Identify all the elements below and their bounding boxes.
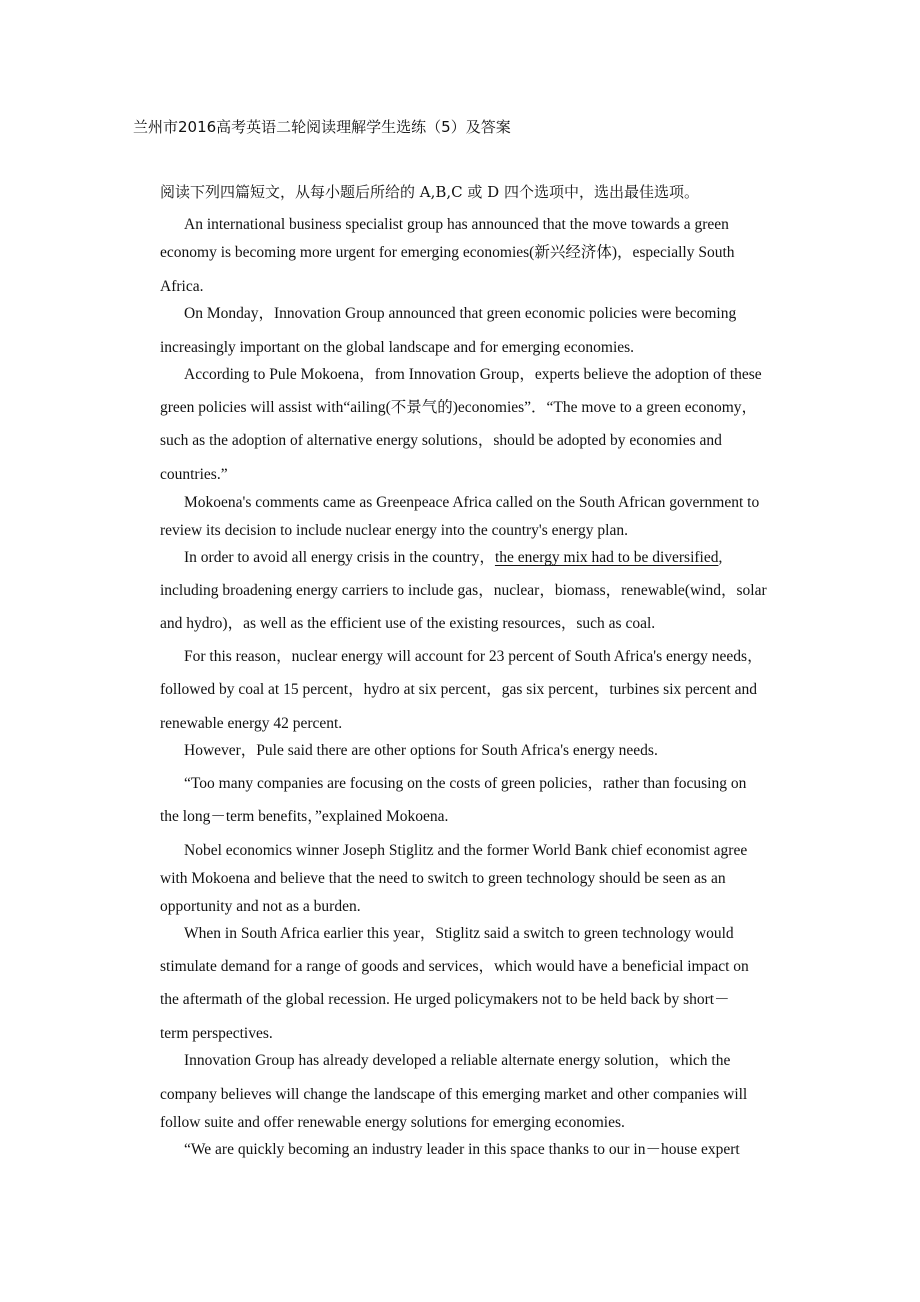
- article-line: stimulate demand for a range of goods and services，which would have a beneficial impact on: [160, 958, 749, 975]
- article-line: company believes will change the landscape of this emerging market and other companies will: [160, 1086, 748, 1103]
- article-line: such as the adoption of alternative energy solutions，should be adopted by economies and: [160, 432, 722, 449]
- article-line-with-underline: [184, 547, 722, 569]
- line-text: In order to avoid all energy crisis in the country，: [184, 549, 495, 566]
- article-line: According to Pule Mokoena，from Innovation Group，experts believe the adoption of these: [184, 366, 762, 383]
- article-line: On Monday，Innovation Group announced that green economic policies were becoming: [184, 305, 737, 322]
- article-line: follow suite and offer renewable energy solutions for emerging economies.: [160, 1114, 625, 1131]
- article-line: When in South Africa earlier this year，Stiglitz said a switch to green technology would: [184, 925, 734, 942]
- article-line: green policies will assist with“ailing(不景气的)economies”．“The move to a green economy，: [160, 399, 758, 416]
- line-text: ,: [718, 549, 723, 566]
- article-line: and hydro)，as well as the efficient use of the existing resources，such as coal.: [160, 615, 656, 632]
- article-line: increasingly important on the global landscape and for emerging economies.: [160, 339, 635, 356]
- document-title: 兰州市2016高考英语二轮阅读理解学生选练（5）及答案: [133, 118, 511, 136]
- article-line: opportunity and not as a burden.: [160, 898, 361, 915]
- article-line: Nobel economics winner Joseph Stiglitz and the former World Bank chief economist agree: [184, 842, 748, 859]
- article-line: However，Pule said there are other options for South Africa's energy needs.: [184, 742, 658, 759]
- article-line: For this reason，nuclear energy will account for 23 percent of South Africa's energy needs，: [184, 648, 763, 665]
- article-line: Africa.: [160, 278, 204, 295]
- article-line: followed by coal at 15 percent，hydro at six percent，gas six percent，turbines six percent and: [160, 681, 757, 698]
- article-line: review its decision to include nuclear energy into the country's energy plan.: [160, 522, 628, 539]
- article-line: Mokoena's comments came as Greenpeace Africa called on the South African government to: [184, 494, 760, 511]
- article-line: economy is becoming more urgent for emerging economies(新兴经济体)，especially South: [160, 244, 735, 261]
- reading-instructions: 阅读下列四篇短文，从每小题后所给的 A,B,C 或 D 四个选项中，选出最佳选项。: [160, 183, 699, 201]
- article-line: with Mokoena and believe that the need to switch to green technology should be seen as an: [160, 870, 726, 887]
- article-line: “We are quickly becoming an industry leader in this space thanks to our in－house expert: [184, 1141, 740, 1158]
- article-line: renewable energy 42 percent.: [160, 715, 343, 732]
- article-line: countries.”: [160, 466, 228, 483]
- article-line: “Too many companies are focusing on the costs of green policies，rather than focusing on: [184, 775, 747, 792]
- article-line: term perspectives.: [160, 1025, 273, 1042]
- article-line: including broadening energy carriers to include gas，nuclear，biomass，renewable(wind，solar: [160, 582, 767, 599]
- article-line: the aftermath of the global recession. He urged policymakers not to be held back by short－: [160, 991, 730, 1008]
- article-line: Innovation Group has already developed a reliable alternate energy solution，which the: [184, 1052, 731, 1069]
- underlined-phrase: the energy mix had to be diversified: [494, 549, 719, 566]
- article-line: An international business specialist group has announced that the move towards a green: [184, 216, 729, 233]
- article-line: the long－term benefits，”explained Mokoena.: [160, 808, 449, 825]
